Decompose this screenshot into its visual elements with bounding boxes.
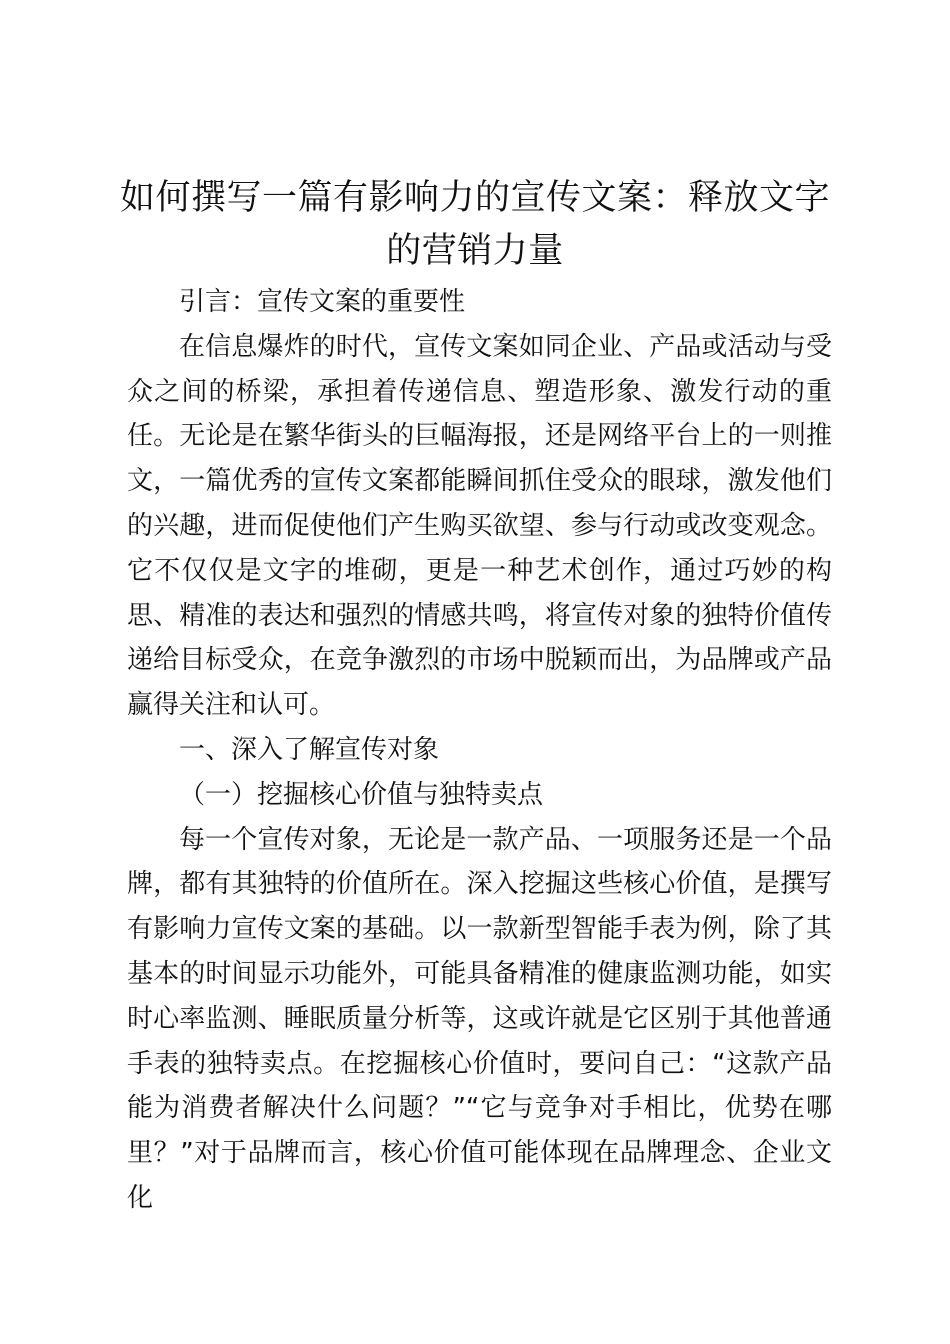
subsection-heading: （一）挖掘核心价值与独特卖点 (179, 779, 544, 810)
document-body (127, 280, 832, 1221)
intro-paragraph: 在信息爆炸的时代，宣传文案如同企业、产品或活动与受众之间的桥梁，承担着传递信息、塑造形象、激发行动的重任。无论是在繁华街头的巨幅海报，还是网络平台上的一则推文，一篇优秀的宣传文案都能瞬间抓住受众的眼球，激发他们的兴趣，进而促使他们产生购买欲望、参与行动或改变观念。它不仅仅是文字的堆砌，更是一种艺术创作，通过巧妙的构思、精准的表达和强烈的情感共鸣，将宣传对象的独特价值传递给目标受众，在竞争激烈的市场中脱颖而出，为品牌或产品赢得关注和认可。 (127, 331, 832, 721)
document-title: 如何撰写一篇有影响力的宣传文案：释放文字的营销力量 (119, 178, 830, 271)
subsection-paragraph: 每一个宣传对象，无论是一款产品、一项服务还是一个品牌，都有其独特的价值所在。深入挖掘这些核心价值，是撰写有影响力宣传文案的基础。以一款新型智能手表为例，除了其基本的时间显示功能外，可能具备精准的健康监测功能，如实时心率监测、睡眠质量分析等，这或许就是它区别于其他普通手表的独特卖点。在挖掘核心价值时，要问自己：“这款产品能为消费者解决什么问题？”“它与竞争对手相比，优势在哪里？”对于品牌而言，核心价值可能体现在品牌理念、企业文化 (127, 824, 832, 1213)
section-heading: 一、深入了解宣传对象 (179, 734, 440, 765)
intro-heading: 引言：宣传文案的重要性 (179, 287, 466, 317)
